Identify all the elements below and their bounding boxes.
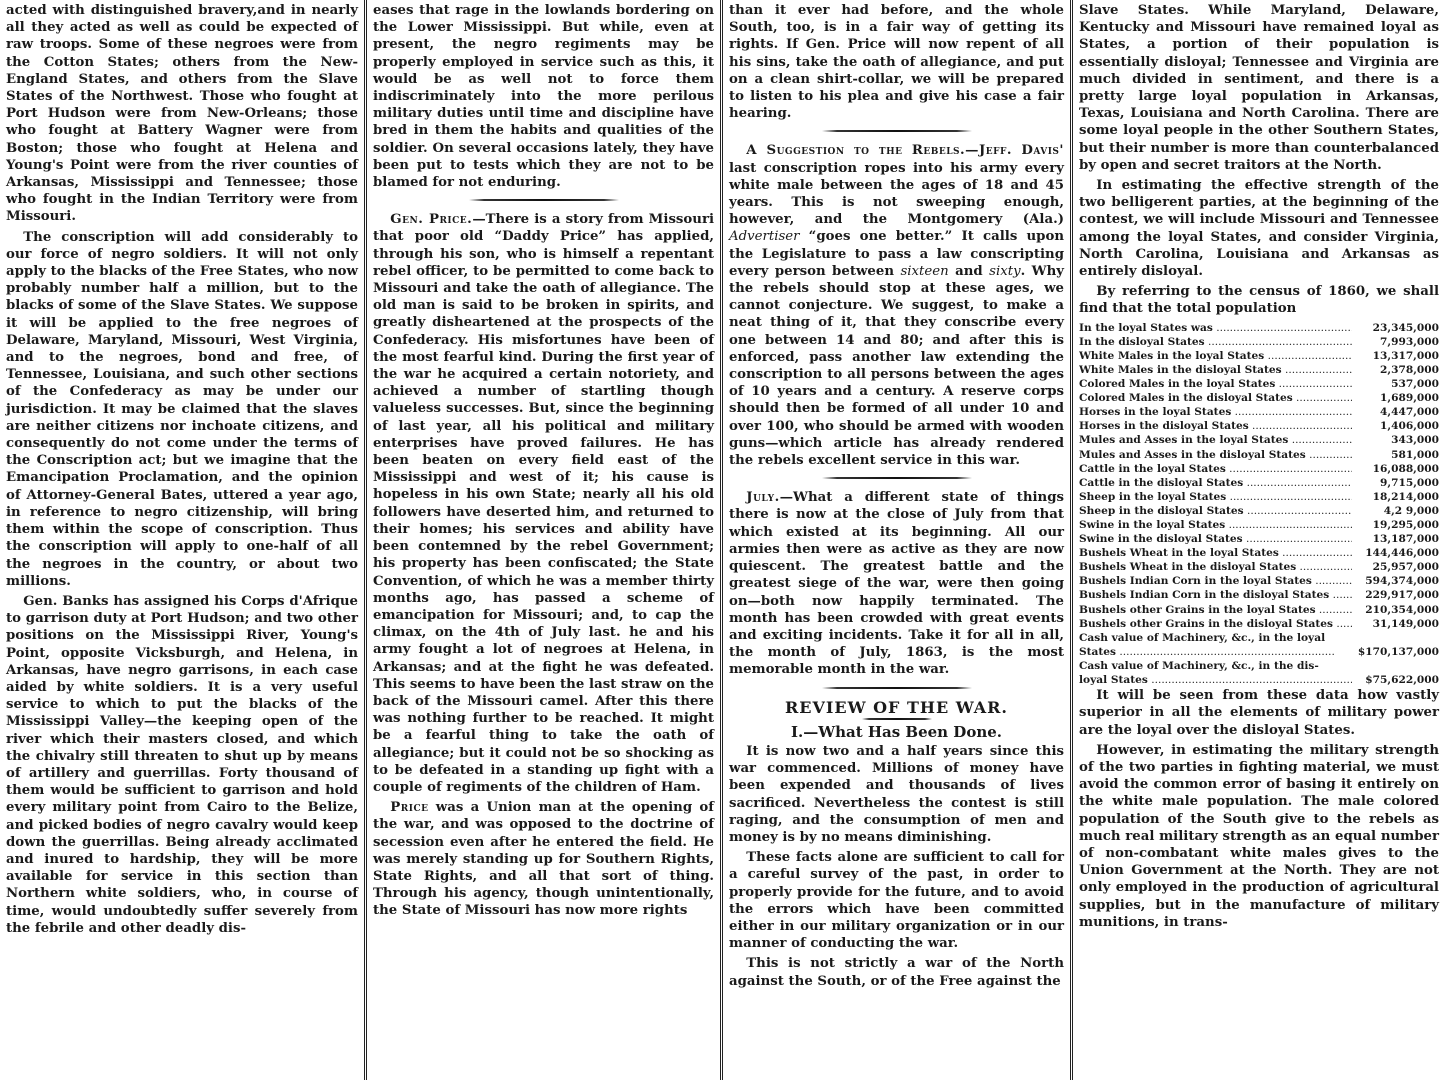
- section-divider: [822, 687, 972, 689]
- headline-review-of-the-war: REVIEW OF THE WAR.: [784, 697, 1008, 717]
- section-lead-gen-price: Gen. Price.: [390, 212, 473, 228]
- census-value: 23,345,000: [1372, 321, 1439, 334]
- census-row: [1079, 476, 1439, 490]
- census-value: 31,149,000: [1372, 617, 1439, 630]
- census-label: Bushels other Grains in the disloyal States .....: [1079, 617, 1352, 631]
- census-label: Colored Males in the loyal States .....: [1079, 377, 1352, 391]
- advertiser-italic: Advertiser: [729, 229, 800, 245]
- census-row: [1079, 518, 1439, 532]
- july-body: —What a different state of things there is now at the close of July from that which existed at its beginning. All our armies then were as active as they are now quiescent. The greatest battle and the greatest siege of the war, were then going on—both now happily terminated. The month has been crowded with great events and exciting incidents. Take it for all in all, the month of July, 1863, is the most memorable month in the war.: [729, 490, 1064, 678]
- gen-price-body: —There is a story from Missouri that poor old “Daddy Price” has applied, through his son, who is himself a repentant rebel officer, to be permitted to come back to Missouri and take the oath of allegiance. The old man is said to be broken in spirits, and greatly disheartened at the prospects of the Confederacy. His misfortunes have been of the most fearful kind. During the first year of the war he acquired a certain notoriety, and achieved a number of startling though valueless successes. But, since the beginning of last year, all his political and military enterprises have proved failures. He has been beaten on every field east of the Mississippi and west of it; his cause is hopeless in his own State; nearly all his old followers have deserted him, and returned to their homes; his services and ability have been contemned by the rebel Government; his property has been confiscated; the State Convention, of which he was a member thirty months ago, has passed a scheme of emancipation for Missouri; and, to cap the climax, on the 4th of July last. he and his army fought a lot of negroes at Helena, in Arkansas; and at the fight he was defeated. This seems to have been the last straw on the back of the Missouri camel. After this there was nothing further to be reached. It might be a fearful thing to take the oath of allegiance; but it could not be so shocking as to be defeated in a standing up fight with a couple of regiments of the children of Ham.: [373, 212, 715, 795]
- census-label: Mules and Asses in the disloyal States .....: [1079, 448, 1352, 462]
- census-row: [1079, 546, 1439, 560]
- census-label: Colored Males in the disloyal States .....: [1079, 391, 1352, 405]
- paragraph-estimating-strength: In estimating the effective strength of the two belligerent parties, at the beginning of the contest, we will include Missouri and Tennessee among the loyal States, and consider Virginia, North Carolina, Louisiana and Arkansas as entirely disloyal.: [1079, 178, 1439, 280]
- column-3: [720, 0, 1070, 1080]
- census-row: [1079, 321, 1439, 335]
- census-label: In the disloyal States .....: [1079, 335, 1352, 349]
- paragraph-price-union-man: [373, 799, 714, 919]
- census-value: 4,447,000: [1380, 406, 1439, 419]
- paragraph-not-strictly: This is not strictly a war of the North against the South, or of the Free against the: [729, 956, 1064, 989]
- census-row: [1079, 335, 1439, 349]
- census-row: [1079, 631, 1439, 645]
- census-label: Cattle in the loyal States .....: [1079, 462, 1352, 476]
- price-union-body: was a Union man at the opening of the war, and was opposed to the doctrine of secession even after he entered the field. He was merely standing up for Southern Rights, State Rights, and all that sort of thing. Through his agency, though unintentionally, the State of Missouri has now more rights: [373, 800, 714, 919]
- census-label: Bushels Indian Corn in the loyal States .....: [1079, 574, 1352, 588]
- census-label-continuation: States .....: [1079, 645, 1352, 659]
- paragraph-price-conclusion: than it ever had before, and the whole South, too, is in a fair way of getting its rights. If Gen. Price will now repent of all his sins, take the oath of allegiance, and put on a clean shirt-collar, we will be prepared to listen to his plea and give his case a fair hearing.: [729, 3, 1064, 122]
- census-row: [1079, 532, 1439, 546]
- census-row: [1079, 659, 1439, 673]
- census-row: [1079, 349, 1439, 363]
- paragraph-census-intro: By referring to the census of 1860, we shall find that the total population: [1079, 284, 1439, 317]
- census-value: 2,378,000: [1380, 363, 1439, 376]
- census-label: Horses in the loyal States .....: [1079, 405, 1352, 419]
- paragraph-slave-states: Slave States. While Maryland, Delaware, Kentucky and Missouri have remained loyal as States, a portion of their population is essentially disloyal; Tennessee and Virginia are much divided in sentiment, and there is a pretty large loyal population in Arkansas, Texas, Louisiana and North Carolina. There are some loyal people in the other Southern States, but their number is more than counterbalanced by open and secret traitors at the North.: [1079, 3, 1439, 173]
- census-label: Sheep in the loyal States .....: [1079, 490, 1352, 504]
- census-row: [1079, 603, 1439, 617]
- census-value: 13,317,000: [1372, 349, 1439, 362]
- census-row: [1079, 673, 1439, 687]
- paragraph-gen-price: [373, 211, 714, 796]
- census-value: 1,689,000: [1380, 392, 1439, 405]
- census-row: [1079, 588, 1439, 602]
- census-row: [1079, 391, 1439, 405]
- census-value: 25,957,000: [1372, 561, 1439, 574]
- section-divider: [822, 130, 972, 132]
- census-value: 13,187,000: [1372, 533, 1439, 546]
- paragraph-july: [729, 489, 1064, 678]
- suggestion-body-2: “goes one better.” It calls upon the Legislature to pass a law conscripting every person between: [729, 229, 1064, 279]
- paragraph-lowlands: eases that rage in the lowlands bordering on the Lower Mississippi. But while, even at present, the negro regiments may be properly employed in service such as this, it would be as well not to force them indiscriminately into the more perilous military duties until time and discipline have bred in them the habits and qualities of the soldier. On several occasions lately, they have been put to tests which they are not to be blamed for not enduring.: [373, 3, 714, 191]
- census-row: [1079, 560, 1439, 574]
- suggestion-body-3: and: [948, 263, 990, 279]
- census-row: [1079, 363, 1439, 377]
- paragraph-gen-banks: Gen. Banks has assigned his Corps d'Afrique to garrison duty at Port Hudson; and two other positions on the Mississippi River, Young's Point, opposite Vicksburgh, and Helena, in Arkansas, have negro garrisons, in each case aided by white soldiers. It is a very useful service to which to put the blacks of the Mississippi Valley—the keeping open of the river which their masters closed, and which the chivalry still threaten to shut up by means of artillery and guerrillas. Forty thousand of them would be sufficient to garrison and hold every military point from Cairo to the Belize, and picked bodies of negro cavalry would keep down the guerrillas. Being already acclimated and inured to hardship, they will be more available for service in this section than Northern white soldiers, who, in course of time, would undoubtedly suffer severely from the febrile and other deadly dis-: [6, 593, 358, 936]
- subhead-what-has-been-done: I.—What Has Been Done.: [791, 722, 1002, 741]
- census-label: White Males in the loyal States .....: [1079, 349, 1352, 363]
- section-divider: [822, 477, 972, 479]
- headline-divider: [862, 718, 932, 720]
- census-label: Cattle in the disloyal States .....: [1079, 476, 1352, 490]
- census-value: 9,715,000: [1380, 476, 1439, 489]
- census-label: White Males in the disloyal States .....: [1079, 363, 1352, 377]
- census-value: 594,374,000: [1365, 575, 1439, 588]
- census-row: [1079, 433, 1439, 447]
- census-value: 210,354,000: [1365, 603, 1439, 616]
- census-row: [1079, 462, 1439, 476]
- paragraph-vastly-superior: It will be seen from these data how vastly superior in all the elements of military power are the loyal over the disloyal States.: [1079, 688, 1439, 738]
- census-label: Swine in the loyal States .....: [1079, 518, 1352, 532]
- census-label: Horses in the disloyal States .....: [1079, 419, 1352, 433]
- suggestion-body-1: last conscription ropes into his army every white male between the ages of 18 and 45 years. This is not sweeping enough, however, and the Montgomery (Ala.): [729, 160, 1064, 228]
- paragraph-suggestion-to-rebels: [729, 142, 1064, 469]
- census-value: 4,2 9,000: [1383, 504, 1439, 517]
- census-row: [1079, 490, 1439, 504]
- census-value: 144,446,000: [1365, 547, 1439, 560]
- census-row: [1079, 504, 1439, 518]
- census-row: [1079, 377, 1439, 391]
- census-row: [1079, 645, 1439, 659]
- paragraph-these-facts: These facts alone are sufficient to call for a careful survey of the past, in order to properly provide for the future, and to avoid the errors which have been committed either in our military organization or in our manner of conducting the war.: [729, 850, 1064, 952]
- census-row: [1079, 405, 1439, 419]
- census-value: $170,137,000: [1357, 645, 1439, 658]
- census-row: [1079, 617, 1439, 631]
- census-label: Cash value of Machinery, &c., in the loyal: [1079, 631, 1326, 644]
- jeff-davis-lead: —Jeff. Davis': [965, 143, 1065, 159]
- section-divider: [469, 199, 619, 201]
- paragraph-two-and-half-years: It is now two and a half years since this war commenced. Millions of money have been expended and thousands of lives sacrificed. Nevertheless the contest is still raging, and the consumption of men and money is by no means diminishing.: [729, 743, 1064, 845]
- suggestion-body-4: . Why the rebels should stop at these ages, we cannot conjecture. We suggest, to make a neat thing of it, that they conscribe every one between 14 and 80; and after this is enforced, pass another law extending the conscription to all persons between the ages of 10 years and a century. A reserve corps should then be formed of all under 10 and over 100, who should be armed with wooden guns—which article has already rendered the rebels excellent service in this war.: [729, 263, 1064, 469]
- census-value: 19,295,000: [1372, 518, 1439, 531]
- census-label-continuation: loyal States .....: [1079, 673, 1352, 687]
- census-label: Swine in the disloyal States .....: [1079, 532, 1352, 546]
- census-value: 16,088,000: [1372, 462, 1439, 475]
- census-value: 229,917,000: [1365, 589, 1439, 602]
- census-label: Cash value of Machinery, &c., in the dis-: [1079, 659, 1319, 672]
- census-table: [1079, 321, 1439, 687]
- column-4: [1070, 0, 1445, 1080]
- census-row: [1079, 574, 1439, 588]
- census-value: 343,000: [1391, 434, 1439, 447]
- paragraph-conscription: The conscription will add considerably to our force of negro soldiers. It will not only apply to the blacks of the Free States, who now probably number half a million, but to the blacks of some of the Slave States. We suppose it will be applied to the free negroes of Delaware, Maryland, Missouri, West Virginia, and to the negroes, bond and free, of Tennessee, Louisiana, and such other sections of the Confederacy as may be under our jurisdiction. It may be claimed that the slaves are neither citizens nor inchoate citizens, and consequently do not come under the terms of the Conscription act; but we imagine that the Emancipation Proclamation, and the opinion of Attorney-General Bates, uttered a year ago, in reference to negro citizenship, will bring them within the scope of conscription. Thus the conscription will apply to one-half of all the negroes in the country, or about two millions.: [6, 229, 358, 589]
- census-value: 18,214,000: [1372, 490, 1439, 503]
- census-value: 7,993,000: [1380, 335, 1439, 348]
- sixteen-italic: sixteen: [900, 263, 949, 279]
- paragraph-negro-troops-origins: acted with distinguished bravery,and in nearly all they acted as well as could be expected of raw troops. Some of these negroes were from the Cotton States; others from the New-England States, and others from the Slave States of the Northwest. Those who fought at Port Hudson were from New-Orleans; those who fought at Battery Wagner were from Boston; those who fought at Helena and Young's Point were from the river counties of Arkansas, Mississippi and Tennessee; those who fought in the Indian Territory were from Missouri.: [6, 3, 358, 225]
- section-lead-july: July.: [746, 490, 780, 506]
- census-value: 537,000: [1391, 378, 1439, 391]
- paragraph-however-estimating: However, in estimating the military strength of the two parties in fighting material, we must avoid the common error of basing it entirely on the white male population. The male colored population of the South give to the rebels as much real military strength as an equal number of non-combatant white males gives to the Union Government at the North. They are not only employed in the production of agricultural supplies, but in the manufacture of military munitions, in trans-: [1079, 742, 1439, 930]
- census-label: Mules and Asses in the loyal States .....: [1079, 433, 1352, 447]
- column-2: [364, 0, 720, 1080]
- census-label: Bushels Indian Corn in the disloyal States .....: [1079, 588, 1352, 602]
- census-row: [1079, 448, 1439, 462]
- census-value: 581,000: [1391, 448, 1439, 461]
- census-label: Sheep in the disloyal States .....: [1079, 504, 1352, 518]
- census-label: In the loyal States was .....: [1079, 321, 1352, 335]
- census-value: $75,622,000: [1365, 674, 1439, 686]
- price-lead: Price: [390, 800, 429, 816]
- column-1: [0, 0, 364, 1080]
- sixty-italic: sixty: [989, 263, 1021, 279]
- census-label: Bushels Wheat in the disloyal States .....: [1079, 560, 1352, 574]
- section-lead-suggestion: A Suggestion to the Rebels.: [746, 143, 966, 159]
- census-value: 1,406,000: [1380, 420, 1439, 433]
- census-label: Bushels Wheat in the loyal States .....: [1079, 546, 1352, 560]
- census-row: [1079, 419, 1439, 433]
- census-label: Bushels other Grains in the loyal States .....: [1079, 603, 1352, 617]
